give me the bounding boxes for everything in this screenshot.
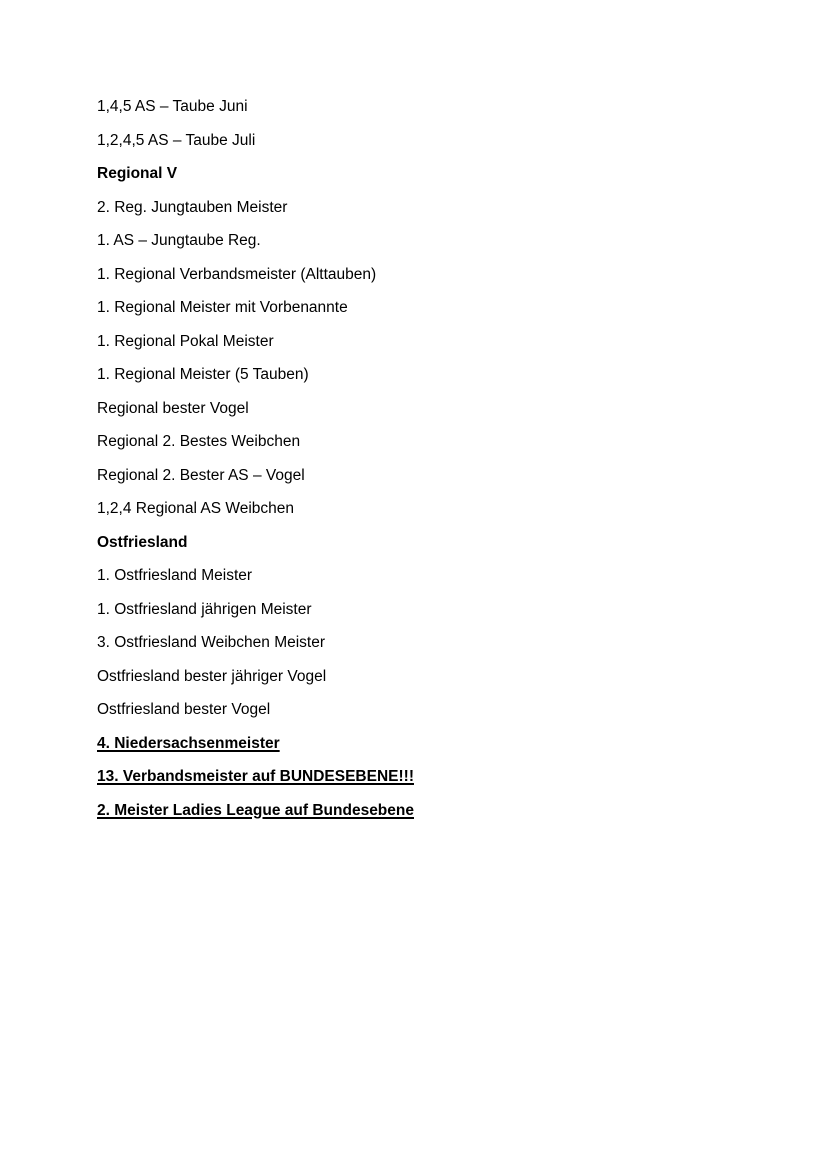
achievement-line: Regional 2. Bester AS – Vogel — [97, 466, 305, 484]
highlight-achievement-line: 4. Niedersachsenmeister — [97, 734, 280, 752]
achievement-line: 1,2,4,5 AS – Taube Juli — [97, 131, 256, 149]
achievement-line: 1. Regional Pokal Meister — [97, 332, 274, 350]
section-heading-regional-v: Regional V — [97, 165, 178, 182]
achievement-line: 1,2,4 Regional AS Weibchen — [97, 500, 295, 517]
achievement-line: 1. Ostfriesland jährigen Meister — [97, 600, 312, 618]
achievement-line: 1. Regional Verbandsmeister (Alttauben) — [97, 265, 377, 283]
achievement-line: Ostfriesland bester jähriger Vogel — [97, 667, 327, 685]
achievement-line: 2. Reg. Jungtauben Meister — [97, 198, 288, 216]
achievement-line: 1. AS – Jungtaube Reg. — [97, 232, 261, 249]
highlight-achievement-line: 13. Verbandsmeister auf BUNDESEBENE!!! — [97, 768, 414, 785]
achievement-line: Regional 2. Bestes Weibchen — [97, 433, 301, 450]
achievement-line: 1. Regional Meister (5 Tauben) — [97, 366, 309, 383]
section-heading-ostfriesland: Ostfriesland — [97, 533, 188, 551]
achievement-line: 3. Ostfriesland Weibchen Meister — [97, 634, 326, 651]
achievement-line: 1. Regional Meister mit Vorbenannte — [97, 299, 348, 316]
achievement-line: Ostfriesland bester Vogel — [97, 701, 271, 718]
achievement-line: 1,4,5 AS – Taube Juni — [97, 98, 248, 115]
achievement-line: Regional bester Vogel — [97, 399, 249, 417]
highlight-achievement-line: 2. Meister Ladies League auf Bundesebene — [97, 801, 414, 819]
achievement-line: 1. Ostfriesland Meister — [97, 567, 253, 584]
